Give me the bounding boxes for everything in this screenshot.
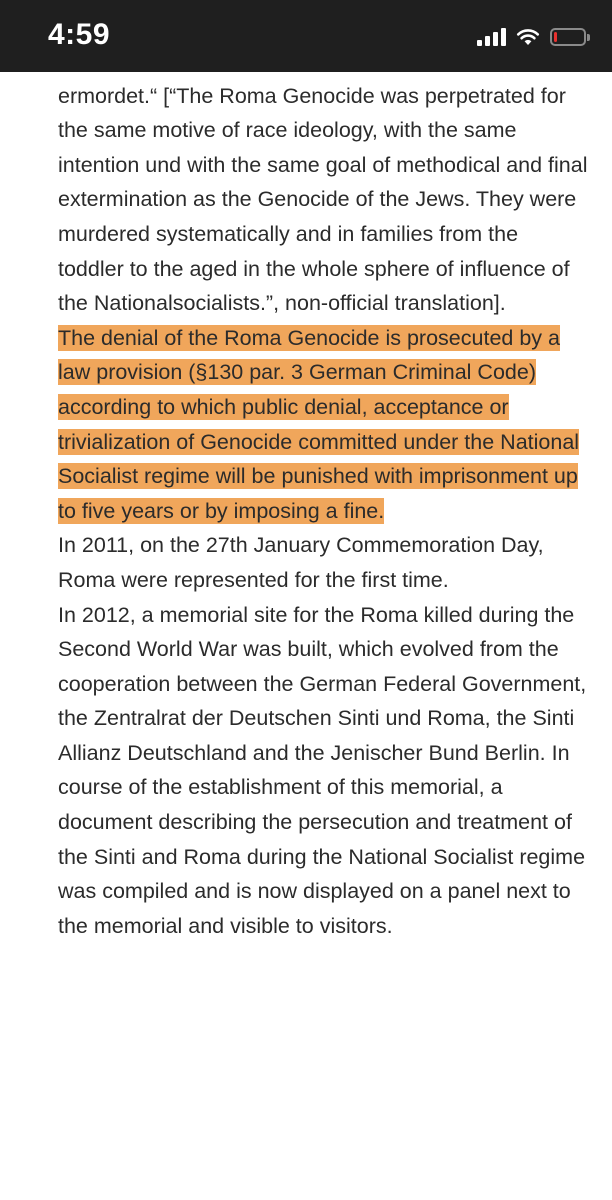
article-paragraph-2011: In 2011, on the 27th January Commemoration Day, Roma were represented for the first time. bbox=[58, 533, 544, 592]
status-icons bbox=[477, 26, 586, 48]
status-bar bbox=[0, 0, 612, 72]
article-paragraph-2012: In 2012, a memorial site for the Roma killed during the Second World War was built, which evolved from the cooperation between the German Federal Government, the Zentralrat der Deutschen Sinti und Roma, the Sinti Allianz Deutschland and the Jenischer Bund Berlin. In course of the establishment of this memorial, a document describing the persecution and treatment of the Sinti and Roma during the National Socialist regime was compiled and is now displayed on a panel next to the memorial and visible to visitors. bbox=[58, 602, 587, 938]
highlighted-paragraph bbox=[58, 321, 588, 529]
article-content bbox=[58, 64, 588, 943]
battery-icon bbox=[550, 28, 586, 46]
signal-icon bbox=[477, 28, 506, 46]
highlighted-text: The denial of the Roma Genocide is prosecuted by a law provision (§130 par. 3 German Criminal Code) according to which public denial, acceptance or trivialization of Genocide committed under the National Socialist regime will be punished with imprisonment up to five years or by imposing a fine. bbox=[58, 325, 580, 523]
wifi-icon bbox=[516, 28, 540, 46]
article-paragraph: ermordet.“ [“The Roma Genocide was perpetrated for the same motive of race ideology, with the same intention und with the same goal of methodical and final extermination as the Genocide of the Jews. They were murdered systematically and in families from the toddler to the aged in the whole sphere of influence of the Nationalsocialists.”, non-official translation]. bbox=[58, 83, 588, 316]
battery-cap bbox=[587, 34, 590, 41]
battery-level bbox=[554, 32, 557, 42]
status-time: 4:59 bbox=[48, 18, 111, 51]
